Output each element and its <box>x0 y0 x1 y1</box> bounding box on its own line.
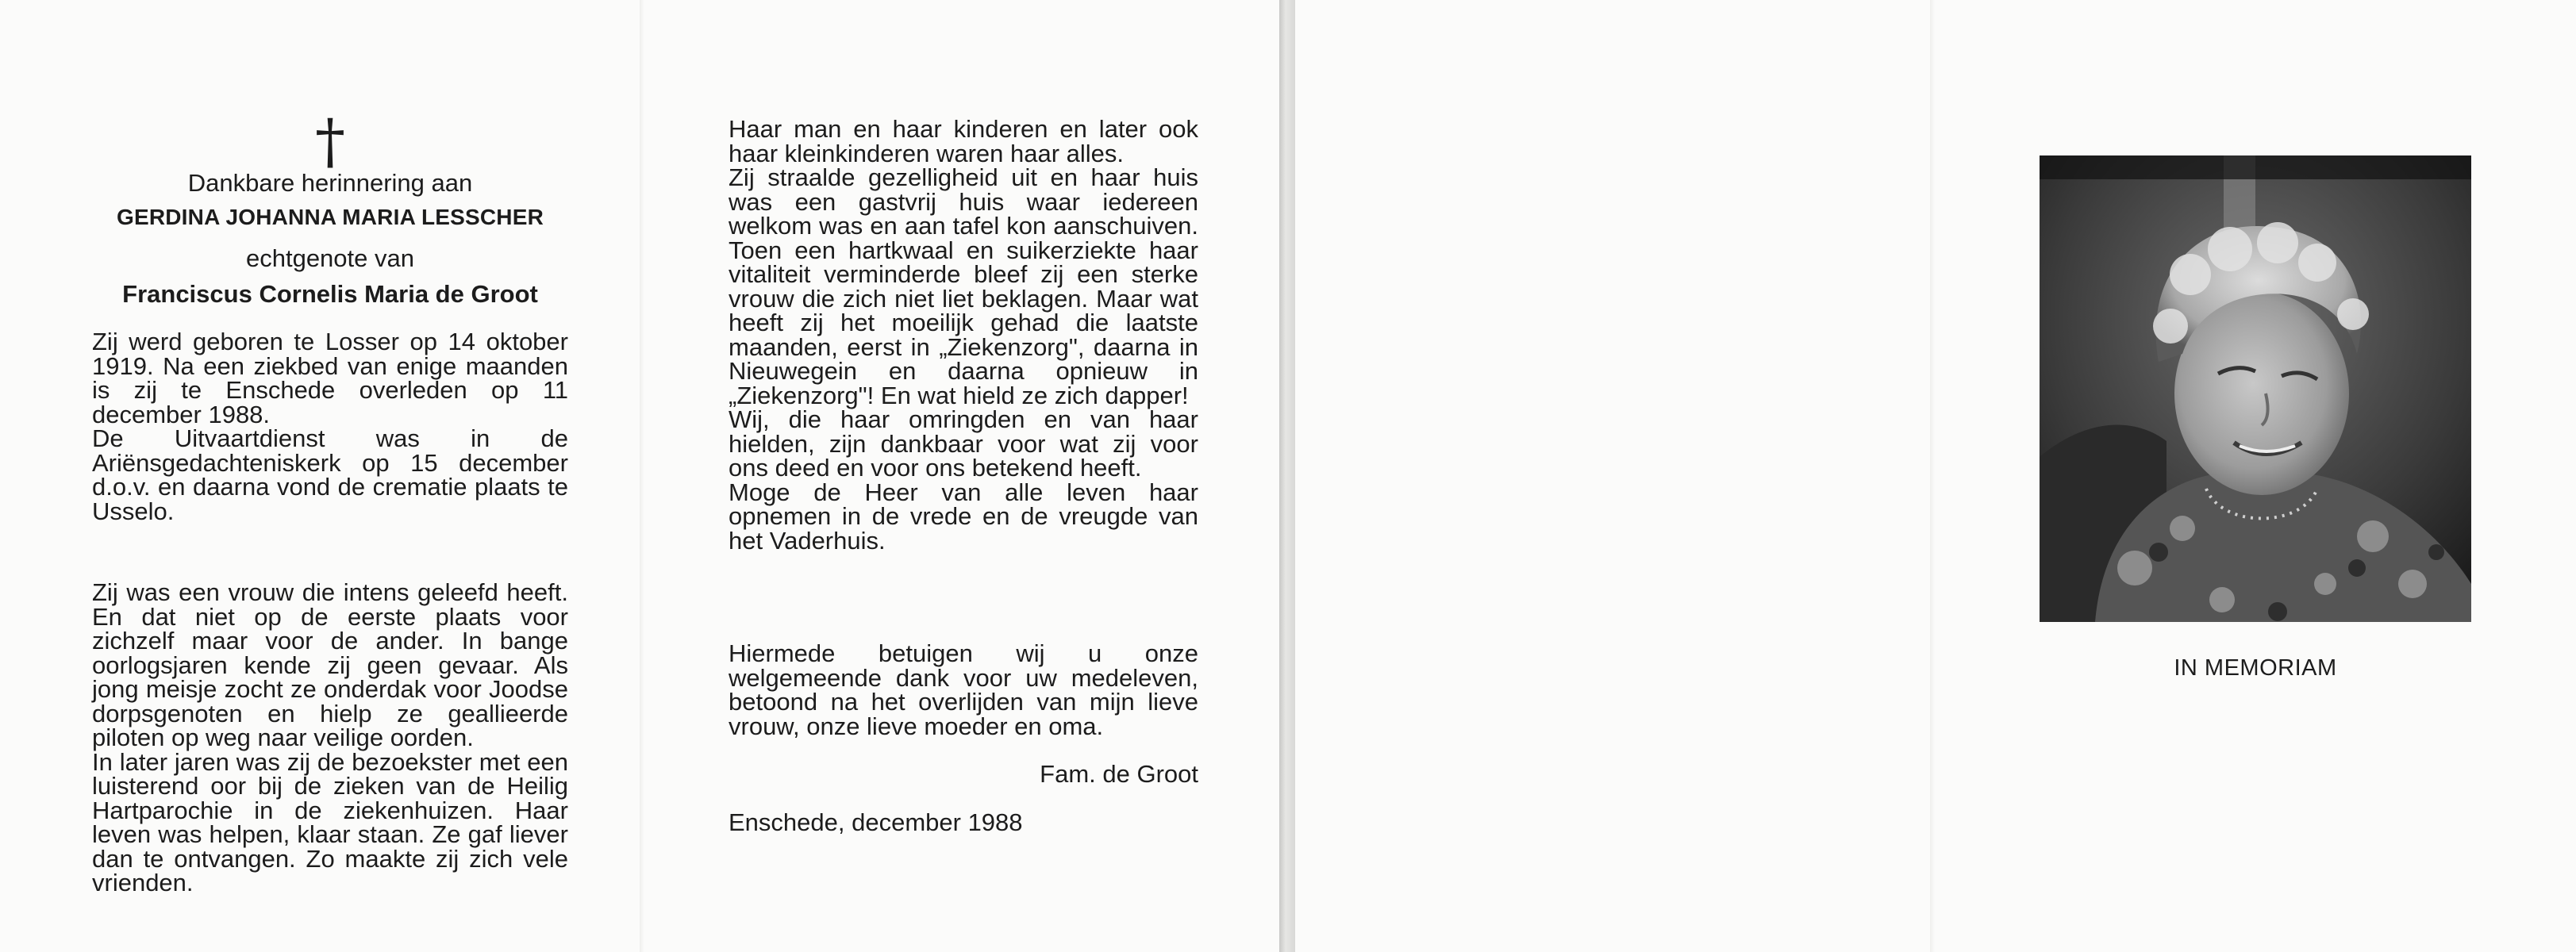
in-memoriam-label: IN MEMORIAM <box>2174 655 2337 681</box>
character-paragraph: Zij was een vrouw die intens geleefd heeft. En dat niet op de eerste plaats voor zichzelf maar voor de ander. In bange oorlogsjaren kende zij geen gevaar. Als jong meisje zocht ze onderdak voor Joodse dorpsgenoten en hielp ze geallieerde piloten op weg naar veilige oorden. <box>92 578 568 751</box>
dedication-line: Dankbare herinnering aan <box>187 169 473 197</box>
spouse-name: Franciscus Cornelis Maria de Groot <box>122 279 538 308</box>
signature: Fam. de Groot <box>1040 760 1198 788</box>
spouse-label: echtgenote van <box>245 244 414 272</box>
card-gap <box>1279 0 1295 952</box>
thanks-paragraph: Hiermede betuigen wij u onze welgemeende dank voor uw medeleven, betoond na het overlijden van mijn lieve vrouw, onze lieve moeder en oma. <box>729 639 1198 740</box>
gratitude-paragraph: Wij, die haar omringden en van haar hielden, zijn dankbaar voor wat zij voor ons deed en voor ons betekend heeft. <box>729 405 1198 482</box>
cross-symbol: † <box>315 106 345 176</box>
later-years-paragraph: In later jaren was zij de bezoekster met een luisterend oor bij de zieken van de Heilig Hartparochie in de ziekenhuizen. Haar leven was helpen, klaar staan. Ze gaf liever dan te ontvangen. Zo maakte zij zich vele vrienden. <box>92 747 568 896</box>
card-fold-line <box>1930 0 1935 952</box>
birth-death-paragraph: Zij werd geboren te Losser op 14 oktober 1919. Na een ziekbed van enige maanden is zij te Enschede overleden op 11 december 1988. <box>92 328 568 428</box>
deceased-name: GERDINA JOHANNA MARIA LESSCHER <box>116 204 544 229</box>
portrait-illustration <box>2040 155 2471 622</box>
card-fold-line <box>640 0 644 952</box>
middle-text-column <box>729 117 1198 835</box>
family-paragraph: Haar man en haar kinderen en later ook haar kleinkinderen waren haar alles. <box>729 115 1198 167</box>
memorial-card-inside <box>0 0 1279 952</box>
portrait-photo <box>2040 155 2471 622</box>
place-date: Enschede, december 1988 <box>729 808 1023 836</box>
home-paragraph: Zij straalde gezelligheid uit en haar huis was een gastvrij huis waar iedereen welkom was en aan tafel kon aanschuiven. Toen een hartkwaal en suikerziekte haar vitaliteit verminderde bleef zij een sterke vrouw die zich niet liet beklagen. Maar wat heeft zij het moeilijk gehad die laatste maanden, eerst in „Ziekenzorg", daarna in Nieuwegein en daarna opnieuw in „Ziekenzorg"! En wat hield ze zich dapper! <box>729 163 1198 409</box>
left-text-column <box>92 106 568 896</box>
prayer-paragraph: Moge de Heer van alle leven haar opnemen in de vrede en de vreugde van het Vaderhuis. <box>729 478 1198 555</box>
funeral-paragraph: De Uitvaartdienst was in de Ariënsgedachteniskerk op 15 december d.o.v. en daarna vond de crematie plaats te Usselo. <box>92 424 568 525</box>
